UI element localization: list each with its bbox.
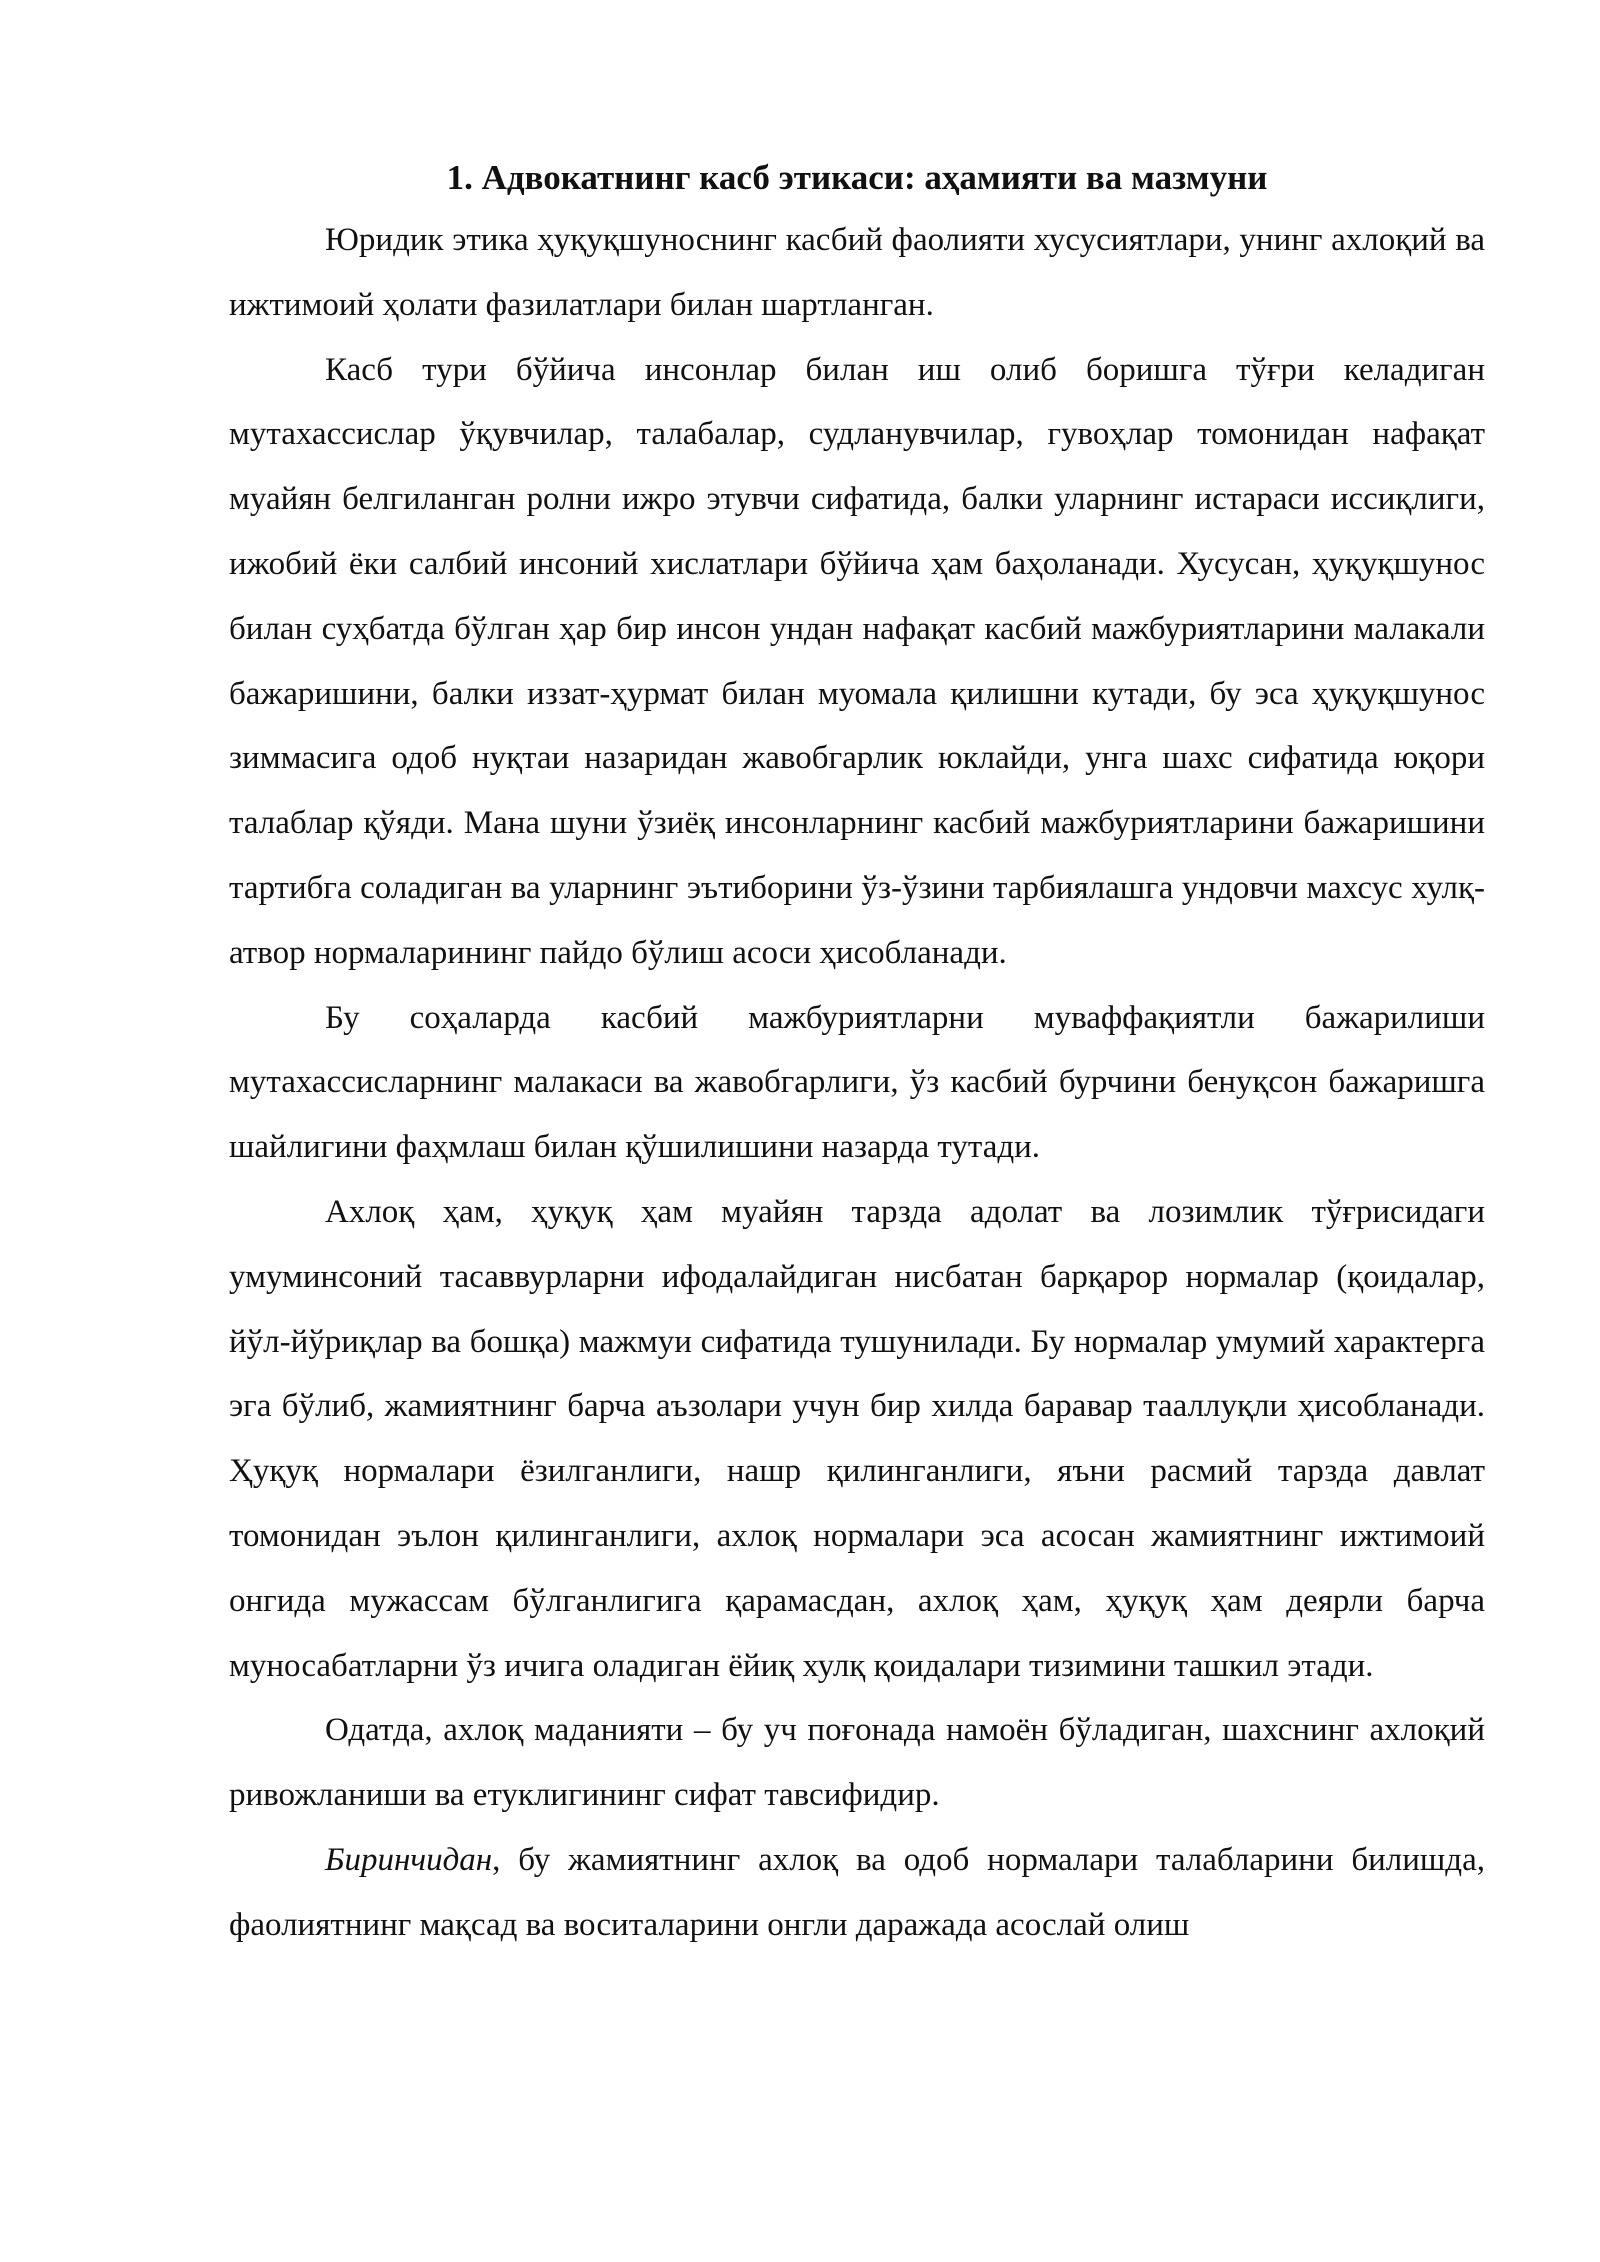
- paragraph-text: Касб тури бўйича инсонлар билан иш олиб боришга тўғри келадиган мутахассислар ўқувчилар, талабалар, судланувчилар, гувоҳлар томонидан нафақат муайян белгиланган ролни ижро этувчи сифатида, балки уларнинг истараси иссиқлиги, ижобий ёки салбий инсоний хислатлари бўйича ҳам баҳоланади. Хусусан, ҳуқуқшунос билан суҳбатда бўлган ҳар бир инсон ундан нафақат касбий мажбуриятларини малакали бажаришини, балки иззат-ҳурмат билан муомала қилишни кутади, бу эса ҳуқуқшунос зиммасига одоб нуқтаи назаридан жавобгарлик юклайди, унга шахс сифатида юқори талаблар қўяди. Мана шуни ўзиёқ инсонларнинг касбий мажбуриятларини бажаришини тартибга соладиган ва уларнинг эътиборини ўз-ўзини тарбиялашга ундовчи махсус хулқ-атвор нормаларининг пайдо бўлиш асоси ҳисобланади.: [229, 351, 1485, 971]
- paragraph-4: [229, 1180, 1485, 1698]
- paragraph-text: Бу соҳаларда касбий мажбуриятларни муваффақиятли бажарилиши мутахассисларнинг малакаси ва жавобгарлиги, ўз касбий бурчини бенуқсон бажаришга шайлигини фаҳмлаш билан қўшилишини назарда тутади.: [229, 999, 1485, 1166]
- paragraph-text: Одатда, ахлоқ маданияти – бу уч поғонада намоён бўладиган, шахснинг ахлоқий ривожланиши ва етуклигининг сифат тавсифидир.: [229, 1712, 1485, 1814]
- document-title: 1. Адвокатнинг касб этикаси: аҳамияти ва мазмуни: [446, 158, 1268, 197]
- paragraph-5: [229, 1698, 1485, 1828]
- paragraph-text: , бу жамиятнинг ахлоқ ва одоб нормалари талабларини билишда, фаолиятнинг мақсад ва воситаларини онгли даражада асослай олиш: [229, 1841, 1485, 1943]
- paragraph-1: [229, 208, 1485, 338]
- document-page: [229, 152, 1485, 1958]
- paragraph-lead-italic: Биринчидан: [325, 1841, 493, 1878]
- paragraph-3: [229, 986, 1485, 1180]
- paragraph-text: Юридик этика ҳуқуқшуноснинг касбий фаолияти хусусиятлари, унинг ахлоқий ва ижтимоий ҳолати фазилатлари билан шартланган.: [229, 222, 1485, 323]
- paragraph-text: Ахлоқ ҳам, ҳуқуқ ҳам муайян тарзда адолат ва лозимлик тўғрисидаги умуминсоний тасаввурларни ифодалайдиган нисбатан барқарор нормалар (қоидалар, йўл-йўриқлар ва бошқа) мажмуи сифатида тушунилади. Бу нормалар умумий характерга эга бўлиб, жамиятнинг барча аъзолари учун бир хилда баравар тааллуқли ҳисобланади. Ҳуқуқ нормалари ёзилганлиги, нашр қилинганлиги, яъни расмий тарзда давлат томонидан эълон қилинганлиги, ахлоқ нормалари эса асосан жамиятнинг ижтимоий онгида мужассам бўлганлигига қарамасдан, ахлоқ ҳам, ҳуқуқ ҳам деярли барча муносабатларни ўз ичига оладиган ёйиқ хулқ қоидалари тизимини ташкил этади.: [229, 1193, 1485, 1684]
- paragraph-6: [229, 1828, 1485, 1958]
- paragraph-2: [229, 338, 1485, 986]
